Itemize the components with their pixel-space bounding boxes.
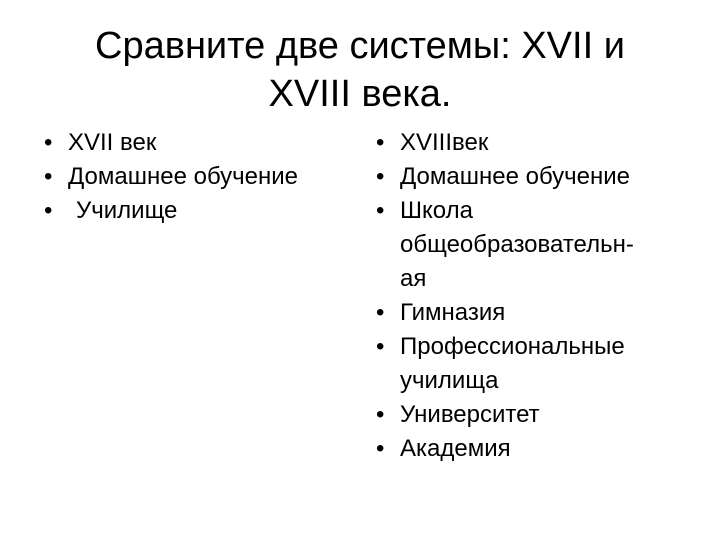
slide-title-line-2: XVIII века. [268,73,452,115]
bullet-icon: • [44,163,53,190]
list-item [376,194,676,296]
left-column-list [44,126,344,228]
list-item-text: Гимназия [400,299,506,326]
list-item-text-line-3: ая [400,265,427,292]
list-item-text-line-2: училища [400,367,499,394]
list-item-text: Домашнее обучение [400,163,631,190]
list-item-text: Домашнее обучение [68,163,299,190]
slide-title [60,22,660,118]
list-item [44,126,344,160]
bullet-icon: • [376,129,385,156]
list-item [44,194,344,228]
list-item [376,330,676,398]
bullet-icon: • [376,401,385,428]
list-item [376,296,676,330]
list-item-text-line-2: общеобразовательн- [400,231,634,258]
slide-title-line-1: Сравните две системы: XVII и [95,25,625,67]
list-item [376,160,676,194]
list-item-text: XVII век [68,129,157,156]
bullet-icon: • [376,333,385,360]
list-item [376,126,676,160]
list-item-text-line-1: Профессиональные [400,333,625,360]
list-item [376,398,676,432]
bullet-icon: • [376,435,385,462]
bullet-icon: • [44,129,53,156]
bullet-icon: • [376,163,385,190]
list-item [376,432,676,466]
list-item-text-line-1: Школа [400,197,473,224]
bullet-icon: • [376,197,385,224]
bullet-icon: • [44,197,53,224]
list-item [44,160,344,194]
right-column-list [376,126,676,466]
list-item-text: XVIIIвек [400,129,489,156]
list-item-text: Училище [76,197,178,224]
bullet-icon: • [376,299,385,326]
list-item-text: Университет [400,401,540,428]
list-item-text: Академия [400,435,511,462]
